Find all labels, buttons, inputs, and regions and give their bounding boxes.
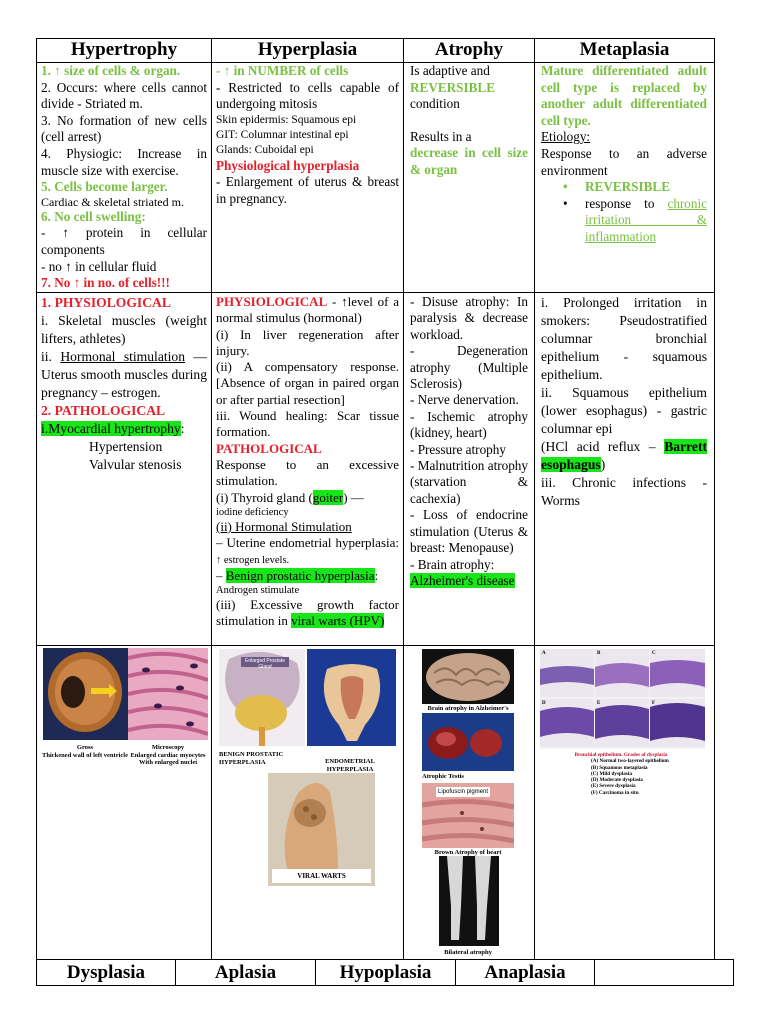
atrophy-malnutrition: - Malnutrition atrophy (starvation & cachexia) xyxy=(410,458,528,506)
atrophy-definition xyxy=(410,63,528,291)
hyperplasia-physiological-heading: Physiological hyperplasia xyxy=(216,157,360,173)
hyperplasia-point-1: - ↑ in NUMBER of cells xyxy=(216,63,349,78)
hypertrophy-point-1: 1. ↑ size of cells & organ. xyxy=(41,63,181,78)
bph-image xyxy=(219,649,305,746)
column-divider xyxy=(403,38,404,959)
hyperplasia-thyroid: (i) Thyroid gland (goiter) — xyxy=(216,489,364,505)
hyperplasia-bph: – Benign prostatic hyperplasia: xyxy=(216,567,379,583)
hypertrophy-point-7: 7. No ↑ in no. of cells!!! xyxy=(41,275,170,291)
metaplasia-definition xyxy=(541,63,707,291)
hypertrophy-hypertension: Hypertension xyxy=(89,439,163,454)
header-hyperplasia: Hyperplasia xyxy=(257,39,358,60)
viral-warts-image xyxy=(268,773,375,886)
atrophy-alzheimers: Alzheimer's disease xyxy=(410,572,515,588)
hyperplasia-git: GIT: Columnar intestinal epi xyxy=(216,128,349,141)
table-row-divider xyxy=(36,292,715,293)
atrophy-brain: - Brain atrophy: xyxy=(410,556,495,572)
column-divider xyxy=(534,38,535,959)
atrophy-denervation: - Nerve denervation. xyxy=(410,392,519,408)
table-border-left xyxy=(36,38,37,986)
testis-caption: Atrophic Testis xyxy=(422,773,464,780)
hypertrophy-point-6b: - no ↑ in cellular fluid xyxy=(41,258,157,274)
hypertrophy-point-2: 2. Occurs: where cells cannot divide - Striated m. xyxy=(41,79,207,112)
heart-gross-image xyxy=(43,648,128,740)
atrophy-pressure: - Pressure atrophy xyxy=(410,441,506,457)
hyperplasia-iodine: iodine deficiency xyxy=(216,506,289,518)
atrophy-degeneration: - Degeneration atrophy (Multiple Sclerosis) xyxy=(410,343,528,392)
lipofuscin-label: Lipofuscin pigment xyxy=(437,789,489,795)
table-border-right xyxy=(733,959,734,986)
prostate-label: Enlarged Prostate Gland xyxy=(244,658,286,670)
atrophy-endocrine: - Loss of endocrine stimulation (Uterus & breast: Menopause) xyxy=(410,507,528,556)
hypertrophy-point-3: 3. No formation of new cells (cell arrest) xyxy=(41,112,207,145)
hypertrophy-definition xyxy=(41,63,207,291)
hyperplasia-skin: Skin epidermis: Squamous epi xyxy=(216,113,357,126)
hypertrophy-valvular: Valvular stenosis xyxy=(89,457,182,472)
bph-caption: BENIGN PROSTATIC HYPERPLASIA xyxy=(219,751,284,766)
metaplasia-examples xyxy=(541,294,707,644)
hypertrophy-point-6a: - ↑ protein in cellular components xyxy=(41,225,207,257)
panel-letter-e: E xyxy=(597,701,601,706)
hypertrophy-point-5-detail: Cardiac & skeletal striated m. xyxy=(41,194,184,209)
hypertrophy-physiological-heading: 1. PHYSIOLOGICAL xyxy=(41,295,171,310)
hypertrophy-point-5: 5. Cells become larger. xyxy=(41,179,168,195)
atrophy-results: Results in a xyxy=(410,128,472,144)
table-border-right xyxy=(714,38,715,959)
atrophy-ischemic: - Ischemic atrophy (kidney, heart) xyxy=(410,408,528,441)
atrophic-testis-image xyxy=(422,713,514,771)
hypertrophy-point-4: 4. Physiogic: Increase in muscle size with exercise. xyxy=(41,145,207,178)
metaplasia-esophagus: ii. Squamous epithelium (lower esophagus) - gastric columnar epi xyxy=(541,385,707,436)
metaplasia-reversible: • REVERSIBLE xyxy=(541,179,707,196)
hyperplasia-glands: Glands: Cuboidal epi xyxy=(216,143,314,156)
viral-warts-caption: VIRAL WARTS xyxy=(297,872,346,880)
brown-atrophy-caption: Brown Atrophy of heart xyxy=(434,849,502,856)
atrophy-condition: condition xyxy=(410,96,460,112)
cardiac-microscopy-image xyxy=(128,648,208,740)
panel-letter-d: D xyxy=(542,701,546,706)
dysplasia-grades-image xyxy=(540,649,705,749)
hypertrophy-types xyxy=(41,294,207,644)
hyperplasia-hormonal-heading: (ii) Hormonal Stimulation xyxy=(216,518,352,534)
hyperplasia-pathological-heading: PATHOLOGICAL xyxy=(216,440,322,456)
metaplasia-response: Response to an adverse environment xyxy=(541,145,707,178)
bilateral-caption: Bilateral atrophy xyxy=(444,949,492,956)
hyperplasia-types xyxy=(216,294,399,644)
endometrial-image xyxy=(307,649,396,746)
hypertrophy-skeletal: i. Skeletal muscles (weight lifters, athletes) xyxy=(41,313,207,346)
heart-micro-caption: Microscopy Enlarged cardiac myocytes With enlarged nuclei xyxy=(130,744,206,766)
metaplasia-barrett: (HCl acid reflux – Barrett esophagus) xyxy=(541,439,707,472)
metaplasia-smokers: i. Prolonged irritation in smokers: Pseudostratified columnar bronchial epithelium - squamous epithelium. xyxy=(541,295,707,382)
hyperplasia-wound: iii. Wound healing: Scar tissue formation. xyxy=(216,408,399,440)
hypertrophy-point-6: 6. No cell swelling: xyxy=(41,208,146,224)
hyperplasia-liver: (i) In liver regeneration after injury. xyxy=(216,326,399,358)
hypertrophy-myocardial: i.Myocardial hypertrophy: xyxy=(41,421,185,436)
atrophy-reversible: REVERSIBLE xyxy=(410,79,496,95)
column-divider xyxy=(211,38,212,959)
header-atrophy: Atrophy xyxy=(434,39,504,60)
brain-atrophy-image xyxy=(422,649,514,704)
atrophy-types xyxy=(410,294,528,644)
brown-atrophy-image xyxy=(422,783,514,848)
hyperplasia-compensatory: (ii) A compensatory response. [Absence of organ in paired organ or after partial resection] xyxy=(216,359,399,407)
atrophy-disuse: - Disuse atrophy: In paralysis & decrease workload. xyxy=(410,294,528,342)
header-aplasia: Aplasia xyxy=(214,962,277,983)
endometrial-caption: ENDOMETRIAL HYPERPLASIA xyxy=(325,758,375,773)
hyperplasia-androgen: Androgen stimulate xyxy=(216,585,300,597)
panel-letter-b: B xyxy=(597,651,601,656)
bilateral-atrophy-image xyxy=(439,856,499,946)
brain-caption: Brain atrophy in Alzheimer's xyxy=(427,705,509,712)
atrophy-decrease: decrease in cell size & organ xyxy=(410,145,528,177)
panel-letter-a: A xyxy=(542,651,546,656)
atrophy-adaptive: Is adaptive and xyxy=(410,63,490,78)
hyperplasia-physiological: PHYSIOLOGICAL - ↑level of a normal stimulus (hormonal) xyxy=(216,294,399,326)
header-hypertrophy: Hypertrophy xyxy=(70,39,178,60)
metaplasia-chronic-irritation: • response to chronic irritation & inflammation xyxy=(541,196,707,246)
header-metaplasia: Metaplasia xyxy=(579,39,670,60)
header-dysplasia: Dysplasia xyxy=(66,962,146,983)
heart-gross-caption: Gross Thickened wall of left ventricle xyxy=(42,744,128,759)
table-row-divider xyxy=(36,645,715,646)
hyperplasia-uterus-breast: - Enlargement of uterus & breast in pregnancy. xyxy=(216,174,399,206)
panel-letter-f: F xyxy=(652,701,656,706)
hypertrophy-hormonal: ii. Hormonal stimulation — Uterus smooth muscles during pregnancy – estrogen. xyxy=(41,349,207,400)
hyperplasia-endometrial: – Uterine endometrial hyperplasia: ↑ estrogen levels. xyxy=(216,535,399,567)
dysplasia-legend: Bronchial epithelium. Grades of dysplasia (A) Normal two-layered epithelium (B) Squamous metaplasia (C) Mild dysplasia (D) Moderate dysplasia (E) Severe dysplasia (F) Carcinoma in situ xyxy=(574,752,669,796)
header-anaplasia: Anaplasia xyxy=(484,962,566,983)
hyperplasia-point-2: - Restricted to cells capable of undergoing mitosis xyxy=(216,79,399,112)
hyperplasia-excessive: Response to an excessive stimulation. xyxy=(216,456,399,489)
header-hypoplasia: Hypoplasia xyxy=(339,962,432,983)
hypertrophy-pathological-heading: 2. PATHOLOGICAL xyxy=(41,403,166,418)
metaplasia-etiology-label: Etiology: xyxy=(541,129,591,145)
metaplasia-chronic: iii. Chronic infections - Worms xyxy=(541,475,707,508)
hyperplasia-definition xyxy=(216,63,399,291)
hyperplasia-growth-factor: (iii) Excessive growth factor stimulation in viral warts (HPV) xyxy=(216,597,399,629)
header-empty xyxy=(595,960,733,986)
metaplasia-definition-text: Mature differentiated adult cell type is replaced by another adult differentiated cell type. xyxy=(541,63,707,128)
panel-letter-c: C xyxy=(652,651,656,656)
